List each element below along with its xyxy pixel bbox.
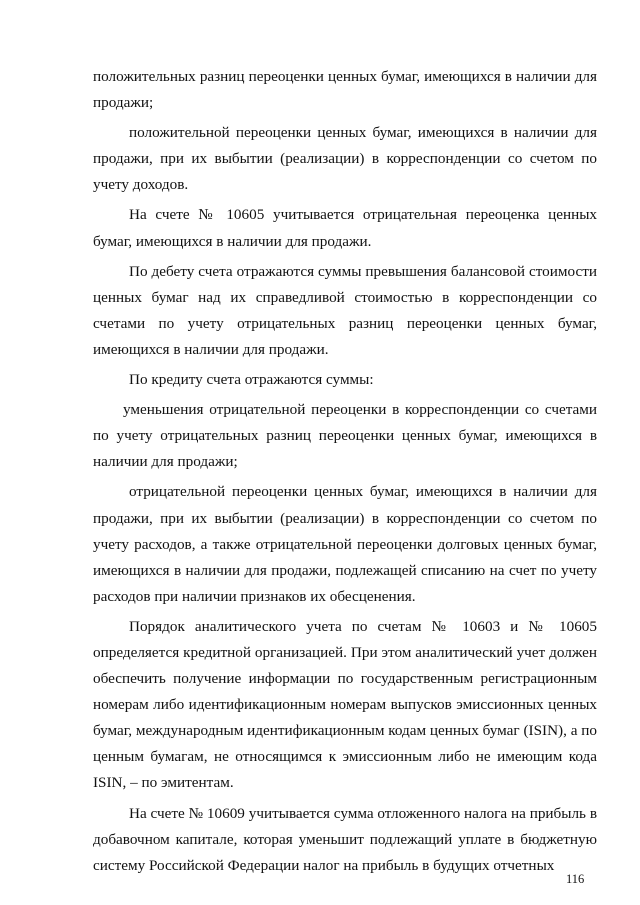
- paragraph-8: Порядок аналитического учета по счетам № 10603 и № 10605 определяется кредитной организацией. При этом аналитический учет должен обеспечить получение информации по государственным регистрационным номерам либо идентификационным номерам выпусков эмиссионных ценных бумаг, международным идентификационным кодам ценных бумаг (ISIN), а по ценным бумагам, не относящимся к эмиссионным либо не имеющим кода ISIN, – по эмитентам.: [93, 617, 597, 792]
- paragraph-9: На счете № 10609 учитывается сумма отложенного налога на прибыль в добавочном капитале, которая уменьшит подлежащий уплате в бюджетную систему Российской Федерации налог на прибыль в будущих отчетных: [93, 804, 597, 874]
- paragraph-4: По дебету счета отражаются суммы превышения балансовой стоимости ценных бумаг над их справедливой стоимостью в корреспонденции со счетами по учету отрицательных разниц переоценки ценных бумаг, имеющихся в наличии для продажи.: [93, 262, 597, 358]
- paragraph-3: На счете № 10605 учитывается отрицательная переоценка ценных бумаг, имеющихся в наличии для продажи.: [93, 206, 597, 250]
- paragraph-2: положительной переоценки ценных бумаг, имеющихся в наличии для продажи, при их выбытии (реализации) в корреспонденции со счетом по учету доходов.: [93, 124, 597, 194]
- paragraph-5: По кредиту счета отражаются суммы:: [129, 371, 374, 389]
- body-text: [93, 64, 597, 883]
- page-number: 116: [566, 872, 585, 886]
- paragraph-1: положительных разниц переоценки ценных бумаг, имеющихся в наличии для продажи;: [93, 68, 597, 112]
- paragraph-7: отрицательной переоценки ценных бумаг, имеющихся в наличии для продажи, при их выбытии (реализации) в корреспонденции со счетом по учету расходов, а также отрицательной переоценки долговых ценных бумаг, имеющихся в наличии для продажи, подлежащей списанию на счет по учету расходов при наличии признаков их обесценения.: [93, 483, 597, 605]
- paragraph-6: уменьшения отрицательной переоценки в корреспонденции со счетами по учету отрицательных разниц переоценки ценных бумаг, имеющихся в наличии для продажи;: [93, 401, 597, 471]
